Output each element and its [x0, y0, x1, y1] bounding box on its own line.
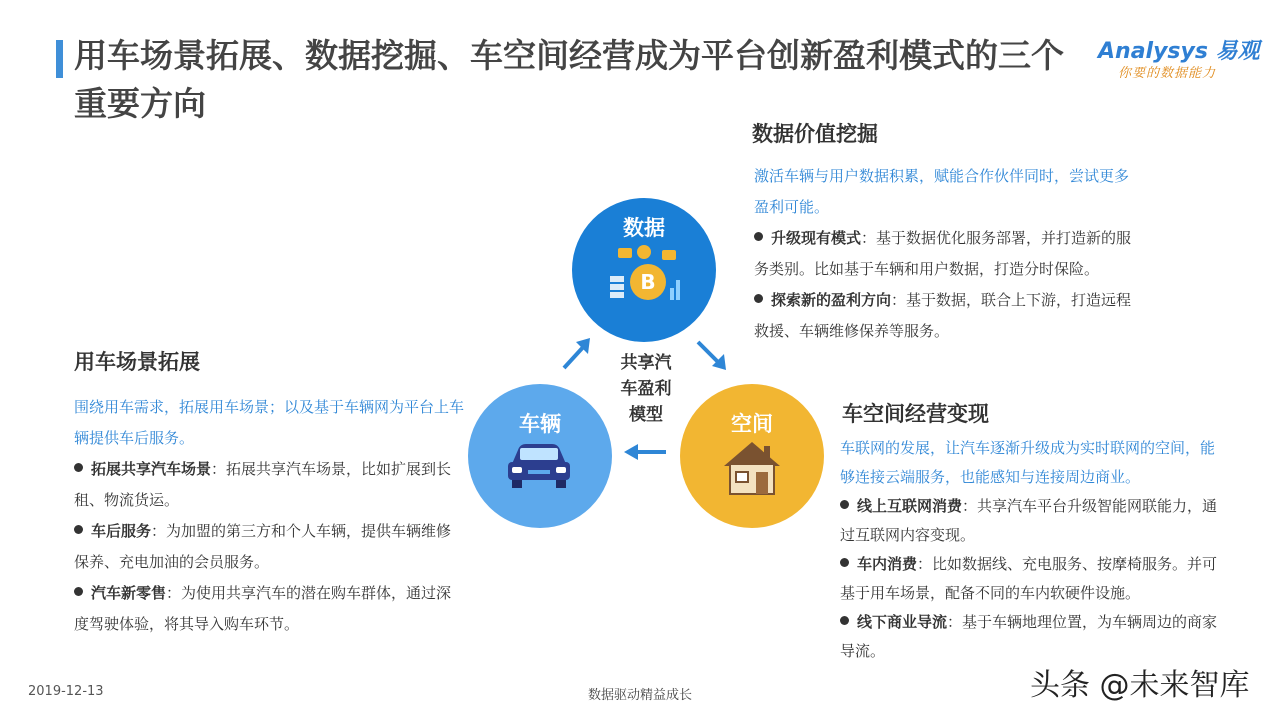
- bullet-text: ：为加盟的第三方和个人车辆，提供车辆维修保养、充电加油的会员服务。: [74, 522, 452, 571]
- vehicle-circle-label: 车辆: [519, 412, 561, 436]
- watermark-text: 头条 @未来智库: [1030, 668, 1250, 703]
- bullet-item: [754, 285, 1140, 347]
- center-label-line: 车盈利: [620, 379, 672, 399]
- space-circle: [680, 384, 824, 528]
- center-label-line: 共享汽: [620, 353, 672, 373]
- arrow-left-icon: [622, 440, 668, 464]
- bullet-item: [840, 492, 1224, 550]
- bullet-bold: 线下商业导流: [857, 613, 948, 631]
- bullet-item: [74, 454, 466, 516]
- page-title: 用车场景拓展、数据挖掘、车空间经营成为平台创新盈利模式的三个重要方向: [74, 36, 1064, 123]
- title-accent-bar: [56, 40, 63, 78]
- bullet-dot-icon: [754, 232, 763, 241]
- bullet-dot-icon: [74, 587, 83, 596]
- bullet-dot-icon: [840, 558, 849, 567]
- logo-tagline: 你要的数据能力: [1118, 66, 1217, 81]
- bullet-dot-icon: [74, 463, 83, 472]
- bullet-bold: 升级现有模式: [771, 229, 862, 247]
- vehicle-section-bullets: [74, 454, 466, 640]
- vehicle-section-title: 用车场景拓展: [74, 350, 200, 374]
- footer-slogan: 数据驱动精益成长: [587, 688, 692, 703]
- bullet-item: [840, 608, 1224, 666]
- bullet-text: ：拓展共享汽车场景，比如扩展到长租、物流货运。: [74, 460, 452, 509]
- bullet-text: ：基于车辆地理位置，为车辆周边的商家导流。: [840, 613, 1218, 660]
- bullet-item: [74, 516, 466, 578]
- footer-date: 2019-12-13: [28, 684, 104, 699]
- bullet-text: ：共享汽车平台升级智能网联能力，通过互联网内容变现。: [840, 497, 1218, 544]
- svg-text:B: B: [640, 270, 656, 294]
- vehicle-circle: [468, 384, 612, 528]
- space-section-bullets: [840, 492, 1224, 666]
- bullet-bold: 探索新的盈利方向: [771, 291, 892, 309]
- bullet-text: ：为使用共享汽车的潜在购车群体，通过深度驾驶体验，将其导入购车环节。: [74, 584, 452, 633]
- bullet-bold: 车后服务: [91, 522, 152, 540]
- bullet-dot-icon: [754, 294, 763, 303]
- arrow-down-right-icon: [692, 334, 732, 374]
- analysys-logo: Analysys 易观: [1098, 39, 1260, 64]
- bullet-item: [754, 223, 1140, 285]
- space-section-intro: 车联网的发展，让汽车逐渐升级成为实时联网的空间，能够连接云端服务，也能感知与连接周边商业。: [840, 439, 1216, 486]
- bullet-text: ：比如数据线、充电服务、按摩椅服务。并可基于用车场景，配备不同的车内软硬件设施。: [840, 555, 1218, 602]
- data-section-title: 数据价值挖掘: [752, 122, 878, 146]
- space-section-title: 车空间经营变现: [842, 402, 989, 426]
- arrow-up-right-icon: [556, 334, 596, 374]
- vehicle-section-intro: 围绕用车需求，拓展用车场景；以及基于车辆网为平台上车辆提供车后服务。: [74, 398, 465, 447]
- car-icon: [506, 442, 572, 490]
- bullet-text: ：基于数据，联合上下游，打造远程救援、车辆维修保养等服务。: [754, 291, 1132, 340]
- data-section-intro: 激活车辆与用户数据积累，赋能合作伙伴同时，尝试更多盈利可能。: [754, 167, 1130, 216]
- bullet-dot-icon: [74, 525, 83, 534]
- bitcoin-data-icon: [604, 242, 688, 312]
- bullet-dot-icon: [840, 500, 849, 509]
- center-model-label: [606, 350, 686, 428]
- data-circle: [572, 198, 716, 342]
- bullet-dot-icon: [840, 616, 849, 625]
- bullet-bold: 车内消费: [857, 555, 918, 573]
- bullet-item: [840, 550, 1224, 608]
- bullet-text: ：基于数据优化服务部署，并打造新的服务类别。比如基于车辆和用户数据，打造分时保险。: [754, 229, 1132, 278]
- bullet-item: [74, 578, 466, 640]
- bullet-bold: 汽车新零售: [91, 584, 167, 602]
- data-circle-label: 数据: [623, 216, 665, 240]
- data-section-bullets: [754, 223, 1140, 347]
- bullet-bold: 拓展共享汽车场景: [91, 460, 212, 478]
- bullet-bold: 线上互联网消费: [857, 497, 963, 515]
- center-label-line: 模型: [629, 405, 663, 425]
- house-icon: [722, 440, 782, 496]
- space-circle-label: 空间: [731, 412, 773, 436]
